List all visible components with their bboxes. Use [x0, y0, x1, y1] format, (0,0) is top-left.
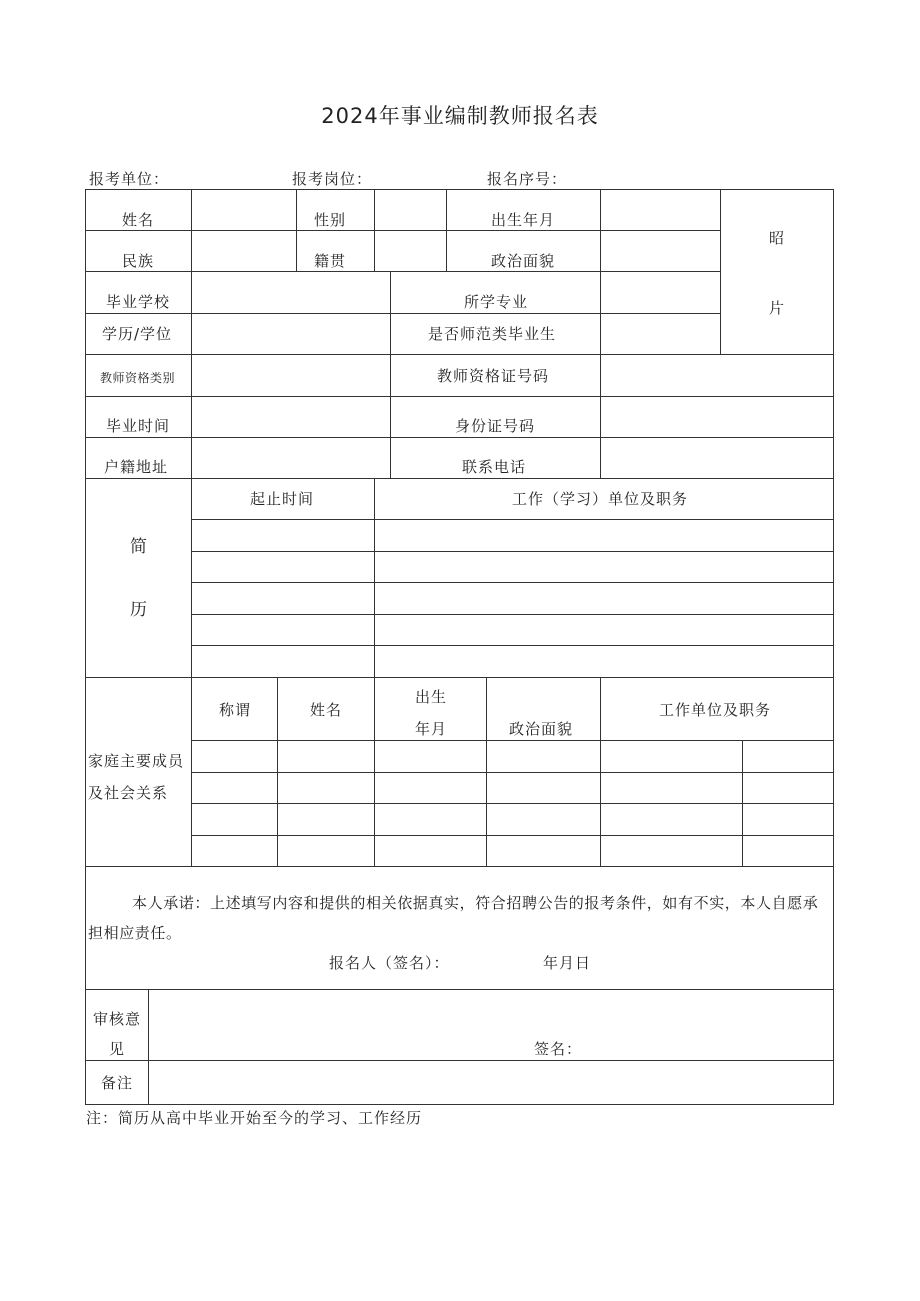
gender-label: 性别: [314, 211, 347, 229]
serial-number-label: 报名序号：: [487, 170, 568, 188]
review-label-2: 见: [109, 1040, 126, 1058]
major-label: 所学专业: [464, 293, 529, 311]
political-status-label: 政治面貌: [491, 252, 556, 270]
reviewer-signature-label: 签名：: [534, 1040, 583, 1058]
degree-label: 学历/学位: [102, 325, 173, 343]
relation-header: 称谓: [219, 701, 252, 719]
photo-label-1: 昭: [769, 229, 786, 247]
apply-unit-label: 报考单位：: [89, 170, 170, 188]
id-number-label: 身份证号码: [455, 417, 536, 435]
graduate-school-label: 毕业学校: [106, 293, 171, 311]
form-title: 2024年事业编制教师报名表: [321, 104, 599, 128]
photo-label-2: 片: [769, 299, 786, 317]
resume-period-header: 起止时间: [250, 490, 315, 508]
phone-label: 联系电话: [462, 458, 527, 476]
resume-label-1: 简: [130, 537, 148, 557]
normal-graduate-label: 是否师范类毕业生: [428, 325, 557, 343]
applicant-signature-label: 报名人（签名）：: [329, 954, 450, 972]
apply-post-label: 报考岗位：: [292, 170, 373, 188]
pledge-text: 本人承诺：上述填写内容和提供的相关依据真实，符合招聘公告的报考条件，如有不实，本人自愿承担相应责任。: [88, 894, 819, 942]
teacher-cert-type-label: 教师资格类别: [100, 371, 176, 385]
family-label-2: 及社会关系: [88, 784, 169, 802]
native-place-label: 籍贯: [314, 252, 347, 270]
remark-label: 备注: [101, 1074, 134, 1092]
member-work-header: 工作单位及职务: [659, 701, 772, 719]
footnote: 注：简历从高中毕业开始至今的学习、工作经历: [86, 1109, 423, 1127]
resume-label-2: 历: [130, 600, 148, 620]
member-name-header: 姓名: [310, 701, 343, 719]
member-political-header: 政治面貌: [509, 720, 574, 738]
graduation-time-label: 毕业时间: [106, 417, 171, 435]
ethnicity-label: 民族: [122, 252, 155, 270]
member-birth-header-2: 年月: [415, 720, 448, 738]
member-birth-header-1: 出生: [415, 688, 448, 706]
family-label-1: 家庭主要成员: [88, 752, 185, 770]
teacher-cert-number-label: 教师资格证号码: [437, 367, 550, 385]
review-label-1: 审核意: [93, 1010, 142, 1028]
resume-unit-header: 工作（学习）单位及职务: [512, 490, 689, 508]
household-address-label: 户籍地址: [104, 458, 169, 476]
name-label: 姓名: [122, 211, 155, 229]
pledge-date-label: 年月日: [543, 954, 592, 972]
birth-date-label: 出生年月: [491, 211, 556, 229]
